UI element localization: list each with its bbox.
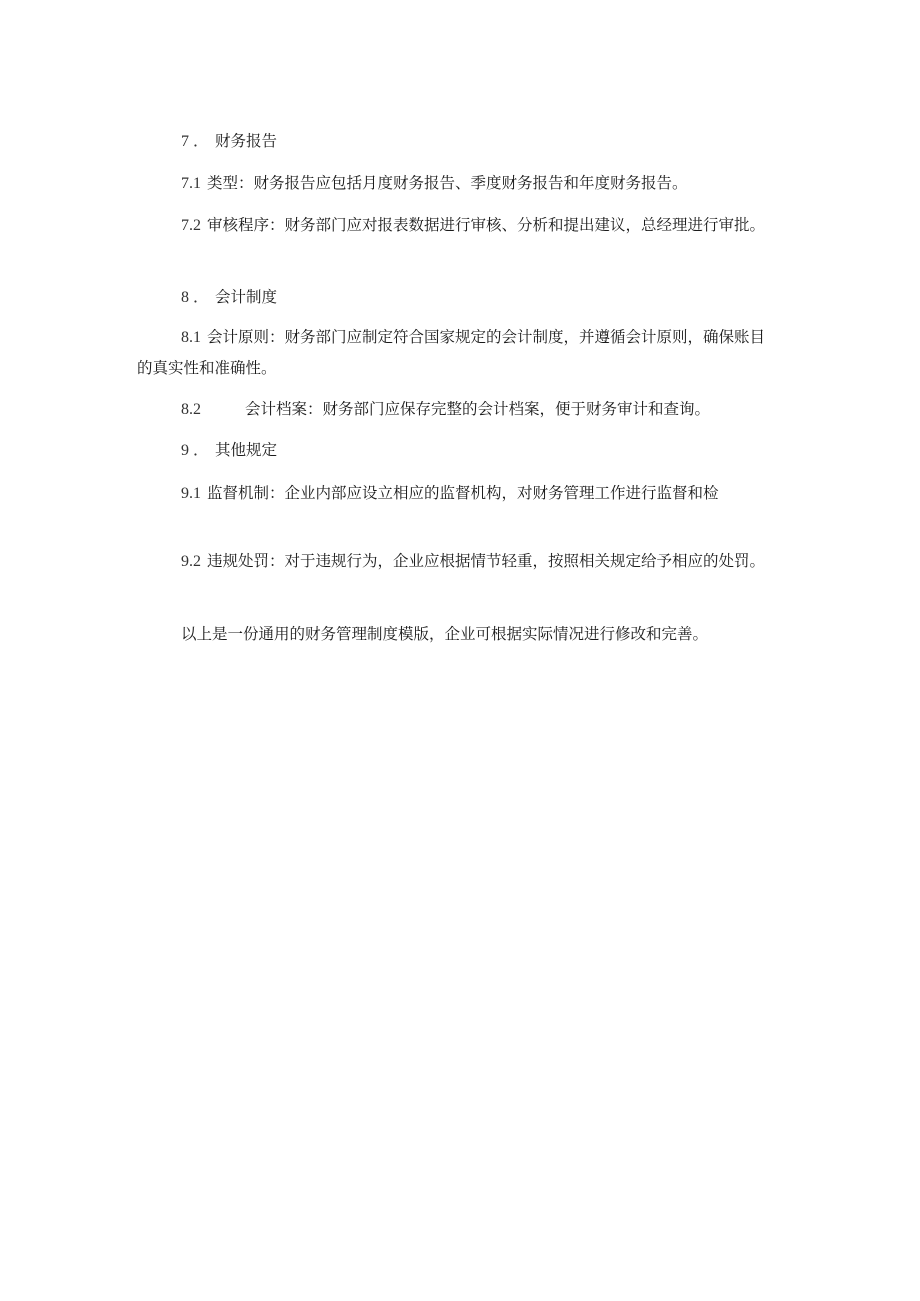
clause-9-1 — [137, 478, 777, 509]
clause-text: 监督机制：企业内部应设立相应的监督机构，对财务管理工作进行监督和检 — [207, 484, 719, 502]
section-7-heading — [137, 126, 777, 157]
closing-paragraph — [137, 619, 777, 650]
section-9-heading — [137, 435, 777, 466]
section-8-heading — [137, 282, 777, 313]
section-title: 其他规定 — [215, 441, 278, 459]
clause-text: 违规处罚：对于违规行为，企业应根据情节轻重，按照相关规定给予相应的处罚。 — [207, 552, 766, 570]
clause-7-2 — [137, 210, 777, 241]
clause-number: 8.1 — [181, 329, 201, 346]
clause-text: 审核程序：财务部门应对报表数据进行审核、分析和提出建议，总经理进行审批。 — [207, 216, 766, 234]
section-number: 7 ． — [181, 133, 210, 150]
clause-number: 9.1 — [181, 485, 201, 502]
clause-text: 会计档案：财务部门应保存完整的会计档案，便于财务审计和查询。 — [245, 400, 711, 418]
clause-number: 9.2 — [181, 553, 201, 570]
clause-text: 会计原则：财务部门应制定符合国家规定的会计制度，并遵循会计原则，确保账目的真实性和准确性。 — [137, 328, 766, 377]
clause-7-1 — [137, 168, 777, 199]
section-title: 会计制度 — [215, 288, 278, 306]
clause-8-1 — [137, 322, 777, 384]
clause-text: 类型：财务报告应包括月度财务报告、季度财务报告和年度财务报告。 — [207, 174, 688, 192]
clause-number: 8.2 — [181, 401, 201, 418]
clause-9-2 — [137, 546, 777, 577]
clause-number: 7.2 — [181, 217, 201, 234]
section-number: 9 ． — [181, 442, 210, 459]
section-number: 8 ． — [181, 289, 210, 306]
section-title: 财务报告 — [215, 132, 278, 150]
closing-text: 以上是一份通用的财务管理制度模版，企业可根据实际情况进行修改和完善。 — [181, 625, 709, 643]
clause-8-2 — [137, 394, 777, 425]
clause-number: 7.1 — [181, 175, 201, 192]
